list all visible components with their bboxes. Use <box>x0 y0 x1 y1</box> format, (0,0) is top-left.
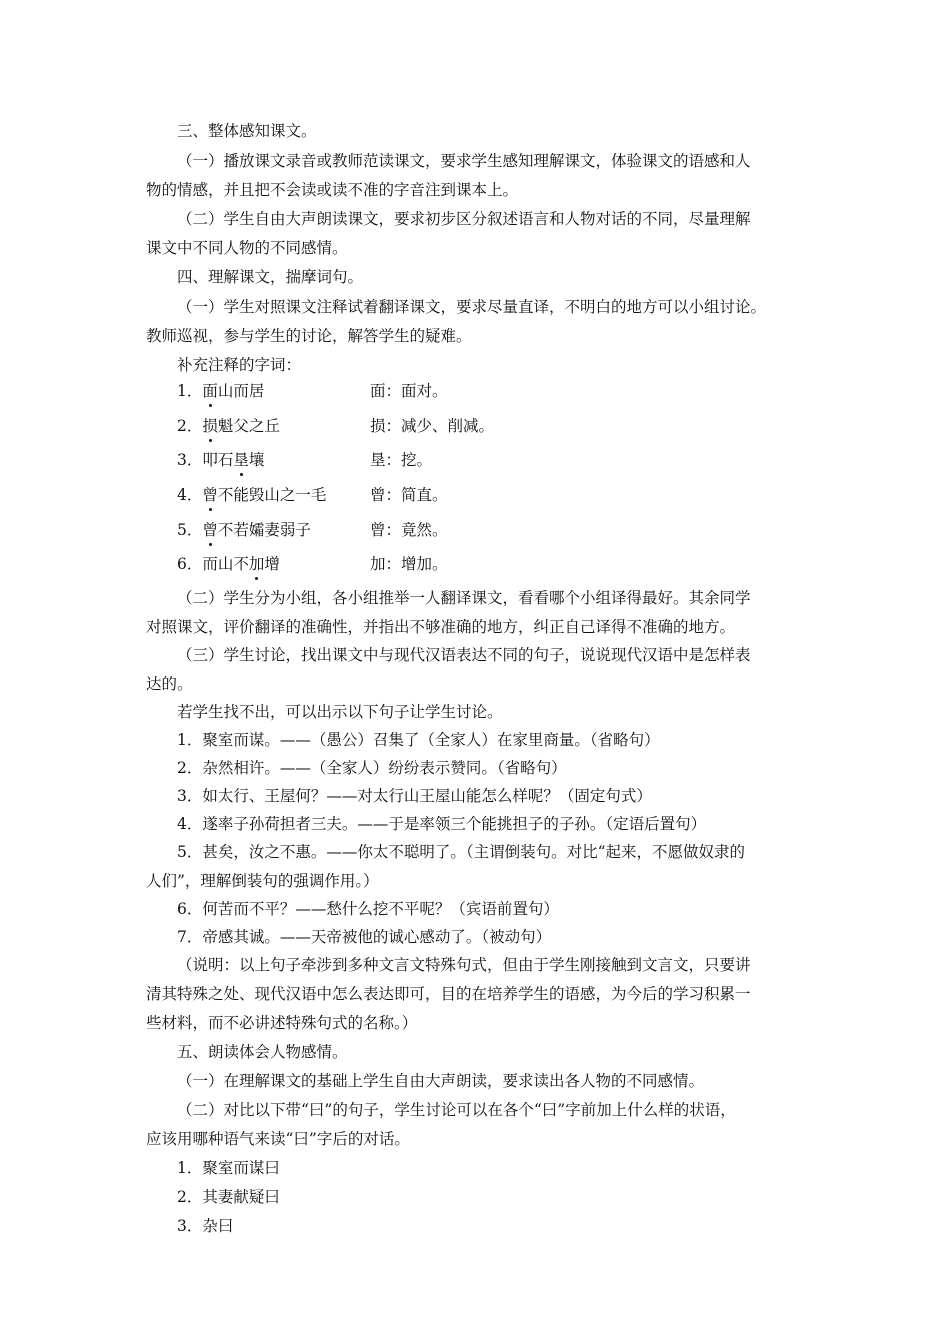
vocab-definition: 加：增加。 <box>370 555 448 573</box>
note-line2: 清其特殊之处、现代汉语中怎么表达即可，目的在培养学生的语感，为今后的学习积累一 <box>146 985 751 1003</box>
note-line3: 些材料，而不必讲述特殊句式的名称。） <box>146 1014 418 1032</box>
emphasis-char: 损 <box>202 417 218 435</box>
vocab-term: 5．曾不若孀妻弱子 <box>177 521 311 539</box>
sentence-item: 1．聚室而谋。——（愚公）召集了（全家人）在家里商量。（省略句） <box>177 731 660 749</box>
vocab-term: 2．损魁父之丘 <box>177 417 280 435</box>
section3-p1-line1: （一）播放课文录音或教师范读课文，要求学生感知理解课文，体验课文的语感和人 <box>177 152 751 170</box>
section4-p2-line2: 对照课文，评价翻译的准确性，并指出不够准确的地方，纠正自己译得不准确的地方。 <box>146 618 736 636</box>
vocab-term: 1．面山而居 <box>177 382 265 400</box>
section4-p1-line2: 教师巡视，参与学生的讨论，解答学生的疑难。 <box>146 327 472 345</box>
vocab-definition: 曾：简直。 <box>370 486 448 504</box>
section4-p1-line1: （一）学生对照课文注释试着翻译课文，要求尽量直译，不明白的地方可以小组讨论。 <box>177 298 767 316</box>
emphasis-char: 加 <box>248 555 265 573</box>
section4-heading: 四、理解课文，揣摩词句。 <box>177 268 364 286</box>
section3-heading: 三、整体感知课文。 <box>177 122 317 140</box>
sentence-item: 6．何苦而不平？——愁什么挖不平呢？（宾语前置句） <box>177 900 559 918</box>
sentence-item-continued: 人们”，理解倒装句的强调作用。） <box>146 872 379 890</box>
note-line1: （说明：以上句子牵涉到多种文言文特殊句式，但由于学生刚接触到文言文，只要讲 <box>177 956 751 974</box>
vocab-definition: 曾：竟然。 <box>370 521 448 539</box>
emphasis-char: 曾 <box>202 521 218 539</box>
emphasis-char: 曾 <box>202 486 218 504</box>
section5-p2-line1: （二）对比以下带“曰”的句子，学生讨论可以在各个“曰”字前加上什么样的状语， <box>177 1101 736 1119</box>
section4-p3-line1: （三）学生讨论，找出课文中与现代汉语表达不同的句子，说说现代汉语中是怎样表 <box>177 646 751 664</box>
vocab-term: 3．叩石垦壤 <box>177 451 265 469</box>
vocab-definition: 损：减少、削减。 <box>370 417 495 435</box>
list-item: 3．杂曰 <box>177 1217 234 1235</box>
vocab-row <box>0 419 950 441</box>
sentence-item: 4．遂率子孙荷担者三夫。——于是率领三个能挑担子的子孙。（定语后置句） <box>177 815 707 833</box>
section3-p2-line1: （二）学生自由大声朗读课文，要求初步区分叙述语言和人物对话的不同，尽量理解 <box>177 210 751 228</box>
section3-p2-line2: 课文中不同人物的不同感情。 <box>146 239 348 257</box>
vocab-row <box>0 384 950 406</box>
vocab-row <box>0 453 950 475</box>
vocab-row <box>0 523 950 545</box>
list-item: 2．其妻献疑曰 <box>177 1188 280 1206</box>
vocab-title: 补充注释的字词： <box>177 356 302 374</box>
sentence-item: 7．帝感其诚。——天帝被他的诚心感动了。（被动句） <box>177 928 552 946</box>
sentence-item: 2．杂然相许。——（全家人）纷纷表示赞同。（省略句） <box>177 759 567 777</box>
vocab-definition: 面：面对。 <box>370 382 448 400</box>
emphasis-char: 垦 <box>233 451 249 469</box>
section4-p3-line2: 达的。 <box>146 675 193 693</box>
vocab-term: 6．而山不加增 <box>177 555 280 573</box>
section5-heading: 五、朗读体会人物感情。 <box>177 1043 348 1061</box>
sentence-item: 5．甚矣，汝之不惠。——你太不聪明了。（主谓倒装句。对比“起来，不愿做奴隶的 <box>177 843 746 861</box>
emphasis-char: 面 <box>202 382 218 400</box>
vocab-row <box>0 557 950 579</box>
list-item: 1．聚室而谋曰 <box>177 1159 280 1177</box>
section4-intro: 若学生找不出，可以出示以下句子让学生讨论。 <box>177 703 503 721</box>
section4-p2-line1: （二）学生分为小组，各小组推举一人翻译课文，看看哪个小组译得最好。其余同学 <box>177 589 751 607</box>
vocab-row <box>0 488 950 510</box>
vocab-definition: 垦：挖。 <box>370 451 433 469</box>
section5-p1: （一）在理解课文的基础上学生自由大声朗读，要求读出各人物的不同感情。 <box>177 1072 705 1090</box>
vocab-term: 4．曾不能毁山之一毛 <box>177 486 327 504</box>
section3-p1-line2: 物的情感，并且把不会读或读不准的字音注到课本上。 <box>146 181 519 199</box>
sentence-item: 3．如太行、王屋何？——对太行山王屋山能怎么样呢？（固定句式） <box>177 787 652 805</box>
section5-p2-line2: 应该用哪种语气来读“曰”字后的对话。 <box>146 1130 410 1148</box>
